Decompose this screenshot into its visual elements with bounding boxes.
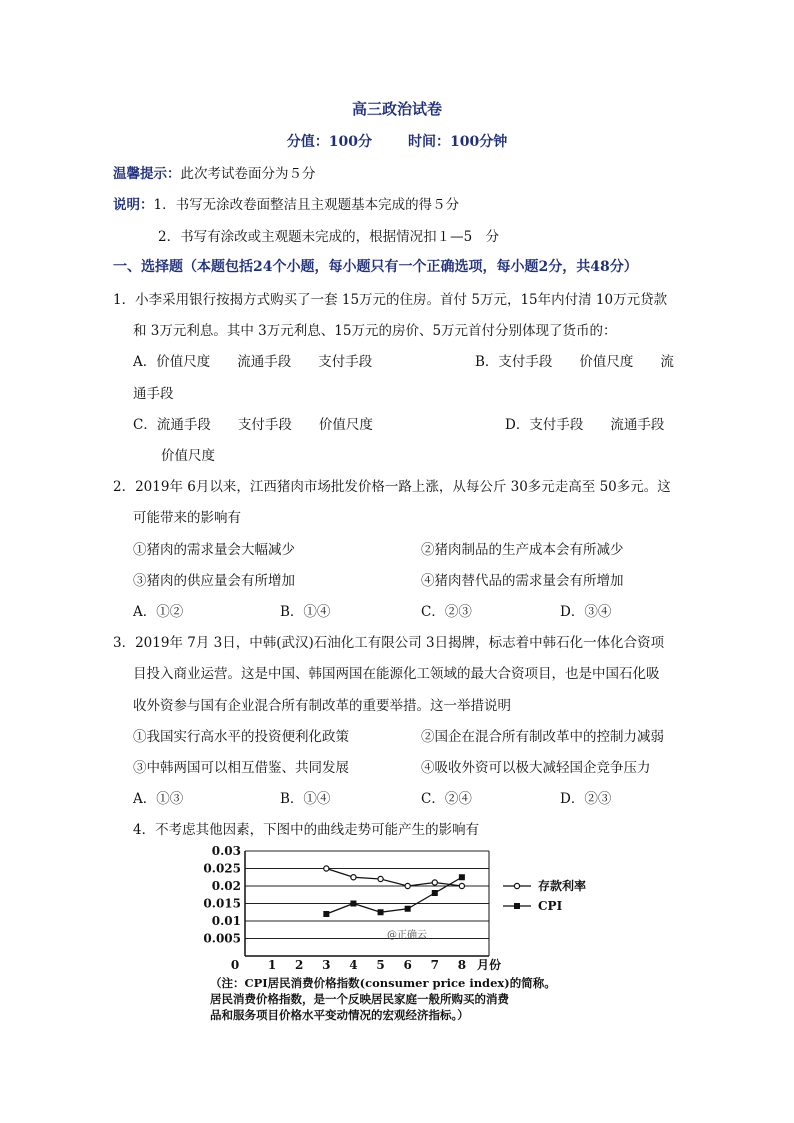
q3-answer-d: D．②③ — [560, 791, 612, 807]
y-tick-label: 0.015 — [203, 896, 241, 911]
line-chart — [195, 840, 615, 1030]
q1-option-d-cont: 价值尺度 — [161, 448, 215, 464]
data-point-cpi — [459, 874, 465, 880]
q2-answer-b: B．①④ — [280, 604, 331, 620]
chart-x-ticks — [231, 958, 466, 972]
tip-label: 温馨提示： — [113, 166, 181, 182]
q2-line-1: 2．2019年 6月以来，江西猪肉市场批发价格一路上涨，从每公斤 30多元走高至 50多元。这 — [113, 479, 671, 495]
data-point-cpi — [432, 890, 438, 896]
data-point-cpi — [405, 906, 411, 912]
q1-option-c: C．流通手段 支付手段 价值尺度 — [133, 417, 373, 433]
note-label: 说明： — [113, 197, 154, 213]
q2-answer-d: D．③④ — [560, 604, 612, 620]
note-line-1 — [113, 193, 459, 213]
x-tick-label: 4 — [349, 958, 358, 972]
data-point-cpi — [323, 911, 329, 917]
q2-statement-3: ③猪肉的供应量会有所增加 — [133, 573, 295, 589]
chart-grid — [245, 851, 489, 939]
legend-label: 存款利率 — [538, 879, 587, 893]
q3-answer-b: B．①④ — [280, 791, 331, 807]
exam-meta — [0, 131, 794, 151]
x-tick-label: 3 — [322, 958, 331, 972]
data-point-deposit-rate — [324, 866, 329, 871]
tip-text: 此次考试卷面分为５分 — [180, 166, 316, 182]
y-tick-label: 0.025 — [203, 861, 241, 876]
q4-line-1: 4．不考虑其他因素，下图中的曲线走势可能产生的影响有 — [133, 822, 480, 838]
x-tick-label: 6 — [403, 958, 412, 972]
chart-legend — [503, 878, 586, 913]
chart-y-ticks — [203, 844, 241, 946]
q1-option-d: D．支付手段 流通手段 — [505, 417, 665, 433]
data-point-deposit-rate — [351, 875, 356, 880]
q2-answer-c: C．②③ — [421, 604, 472, 620]
data-point-deposit-rate — [405, 883, 410, 888]
y-tick-label: 0.03 — [211, 844, 241, 858]
y-tick-label: 0.01 — [211, 914, 241, 928]
page-title: 高三政治试卷 — [351, 100, 442, 118]
q3-statement-2: ②国企在混合所有制改革中的控制力减弱 — [421, 729, 664, 745]
chart-series — [323, 866, 465, 917]
x-axis-label: 月份 — [477, 958, 502, 972]
q3-statement-3: ③中韩两国可以相互借鉴、共同发展 — [133, 760, 349, 776]
q3-line-1: 3．2019年 7月 3日，中韩(武汉)石油化工有限公司 3日揭牌，标志着中韩石化一体化合资项 — [113, 635, 665, 651]
q1-option-b-cont: 通手段 — [133, 386, 174, 402]
q3-answer-c: C．②④ — [421, 791, 472, 807]
q2-statement-2: ②猪肉制品的生产成本会有所减少 — [421, 542, 624, 558]
data-point-deposit-rate — [378, 876, 383, 881]
chart-note-3: 品和服务项目价格水平变动情况的宏观经济指标。） — [210, 1008, 469, 1022]
y-tick-label: 0.02 — [211, 879, 241, 893]
q2-statement-1: ①猪肉的需求量会大幅减少 — [133, 542, 295, 558]
x-tick-label: 1 — [267, 958, 277, 972]
x-tick-label: 5 — [376, 958, 385, 972]
q2-statement-4: ④猪肉替代品的需求量会有所增加 — [421, 573, 624, 589]
chart-watermark: @正确云 — [387, 930, 427, 941]
score-label: 分值：100分 — [286, 134, 372, 150]
data-point-deposit-rate — [432, 880, 437, 885]
q3-statement-1: ①我国实行高水平的投资便利化政策 — [133, 729, 349, 745]
q1-option-b: B．支付手段 价值尺度 流 — [475, 354, 674, 370]
note-line-2: 2．书写有涂改或主观题未完成的，根据情况扣１—5 分 — [158, 229, 500, 245]
note-1-text: 1．书写无涂改卷面整洁且主观题基本完成的得５分 — [153, 197, 460, 213]
q1-option-a: A．价值尺度 流通手段 支付手段 — [133, 354, 373, 370]
series-line-deposit-rate — [326, 869, 462, 887]
legend-marker — [514, 903, 520, 909]
data-point-cpi — [350, 901, 356, 907]
x-tick-label: 8 — [457, 958, 467, 972]
time-label: 时间：100分钟 — [408, 134, 508, 150]
q2-line-2: 可能带来的影响有 — [133, 510, 241, 526]
x-tick-label: 7 — [430, 958, 439, 972]
q3-answer-a: A．①③ — [133, 791, 184, 807]
data-point-deposit-rate — [459, 883, 464, 888]
x-tick-label: 2 — [295, 958, 304, 972]
section-heading: 一、选择题（本题包括24个小题，每小题只有一个正确选项，每小题2分，共48分） — [113, 259, 638, 275]
x-tick-label: 0 — [230, 958, 240, 972]
q3-statement-4: ④吸收外资可以极大减轻国企竞争压力 — [421, 760, 651, 776]
tip-line — [113, 162, 316, 182]
y-tick-label: 0.005 — [203, 931, 241, 946]
q2-answer-a: A．①② — [133, 604, 184, 620]
q3-line-2: 目投入商业运营。这是中国、韩国两国在能源化工领域的最大合资项目，也是中国石化吸 — [133, 666, 660, 682]
data-point-cpi — [378, 909, 384, 915]
q3-line-3: 收外资参与国有企业混合所有制改革的重要举措。这一举措说明 — [133, 698, 511, 714]
chart-note-1: （注：CPI居民消费价格指数(consumer price index)的简称。 — [210, 976, 556, 990]
legend-label: CPI — [538, 899, 563, 913]
q1-line-2: 和 3万元利息。其中 3万元利息、15万元的房价、5万元首付分别体现了货币的： — [133, 323, 617, 339]
legend-marker — [514, 883, 519, 888]
q1-line-1: 1．小李采用银行按揭方式购买了一套 15万元的住房。首付 5万元，15年内付清 10万元贷款 — [113, 292, 668, 308]
chart-note-2: 居民消费价格指数，是一个反映居民家庭一般所购买的消费 — [210, 992, 509, 1006]
